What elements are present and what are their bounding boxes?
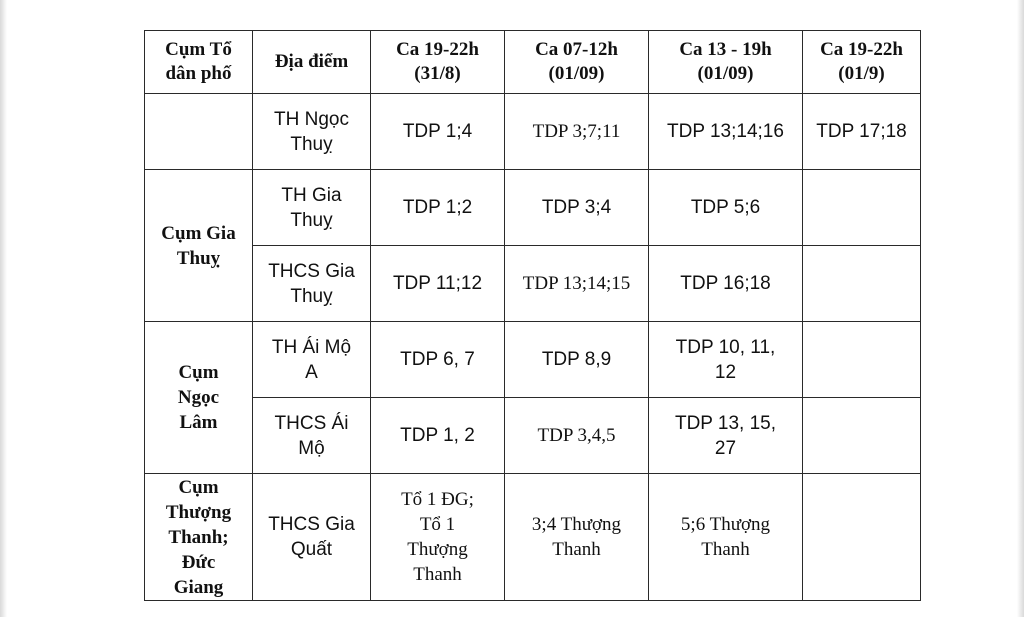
header-shift-2: Ca 07-12h (01/09) [505,31,649,94]
header-group: Cụm Tổ dân phố [145,31,253,94]
shift-4-cell [803,322,921,398]
shift-4-cell [803,246,921,322]
schedule-table [144,30,921,601]
shift-1-cell: TDP 1;2 [371,170,505,246]
shift-3-cell: TDP 5;6 [649,170,803,246]
header-shift-1: Ca 19-22h (31/8) [371,31,505,94]
shift-3-cell: 5;6 Thượng Thanh [649,474,803,601]
page-edge-right [1017,0,1024,617]
header-place: Địa điểm [253,31,371,94]
shift-2-cell: TDP 3;4 [505,170,649,246]
place-cell: THCS Gia Quất [253,474,371,601]
shift-2-cell: TDP 3,4,5 [505,398,649,474]
shift-2-cell: 3;4 Thượng Thanh [505,474,649,601]
group-cell: Cụm Thượng Thanh; Đức Giang [145,474,253,601]
group-cell: Cụm Ngọc Lâm [145,322,253,474]
shift-3-cell: TDP 13;14;16 [649,94,803,170]
table-row [145,322,921,398]
shift-1-cell: TDP 1, 2 [371,398,505,474]
group-cell: Cụm Gia Thuỵ [145,170,253,322]
shift-3-cell: TDP 10, 11, 12 [649,322,803,398]
shift-3-cell: TDP 16;18 [649,246,803,322]
place-cell: TH Ngọc Thuỵ [253,94,371,170]
page-edge-left [0,0,7,617]
shift-2-cell: TDP 13;14;15 [505,246,649,322]
header-shift-3: Ca 13 - 19h (01/09) [649,31,803,94]
header-shift-4: Ca 19-22h (01/9) [803,31,921,94]
shift-1-cell: TDP 11;12 [371,246,505,322]
shift-4-cell [803,398,921,474]
shift-4-cell: TDP 17;18 [803,94,921,170]
shift-2-cell: TDP 8,9 [505,322,649,398]
shift-1-cell: TDP 6, 7 [371,322,505,398]
group-cell [145,94,253,170]
place-cell: THCS Ái Mộ [253,398,371,474]
place-cell: TH Ái Mộ A [253,322,371,398]
table-row [145,94,921,170]
shift-1-cell: Tổ 1 ĐG; Tổ 1 Thượng Thanh [371,474,505,601]
place-cell: THCS Gia Thuỵ [253,246,371,322]
table-row [145,398,921,474]
shift-2-cell: TDP 3;7;11 [505,94,649,170]
shift-3-cell: TDP 13, 15, 27 [649,398,803,474]
table-row [145,474,921,601]
shift-1-cell: TDP 1;4 [371,94,505,170]
table-row [145,246,921,322]
shift-4-cell [803,170,921,246]
header-row [145,31,921,94]
shift-4-cell [803,474,921,601]
table-row [145,170,921,246]
place-cell: TH Gia Thuỵ [253,170,371,246]
